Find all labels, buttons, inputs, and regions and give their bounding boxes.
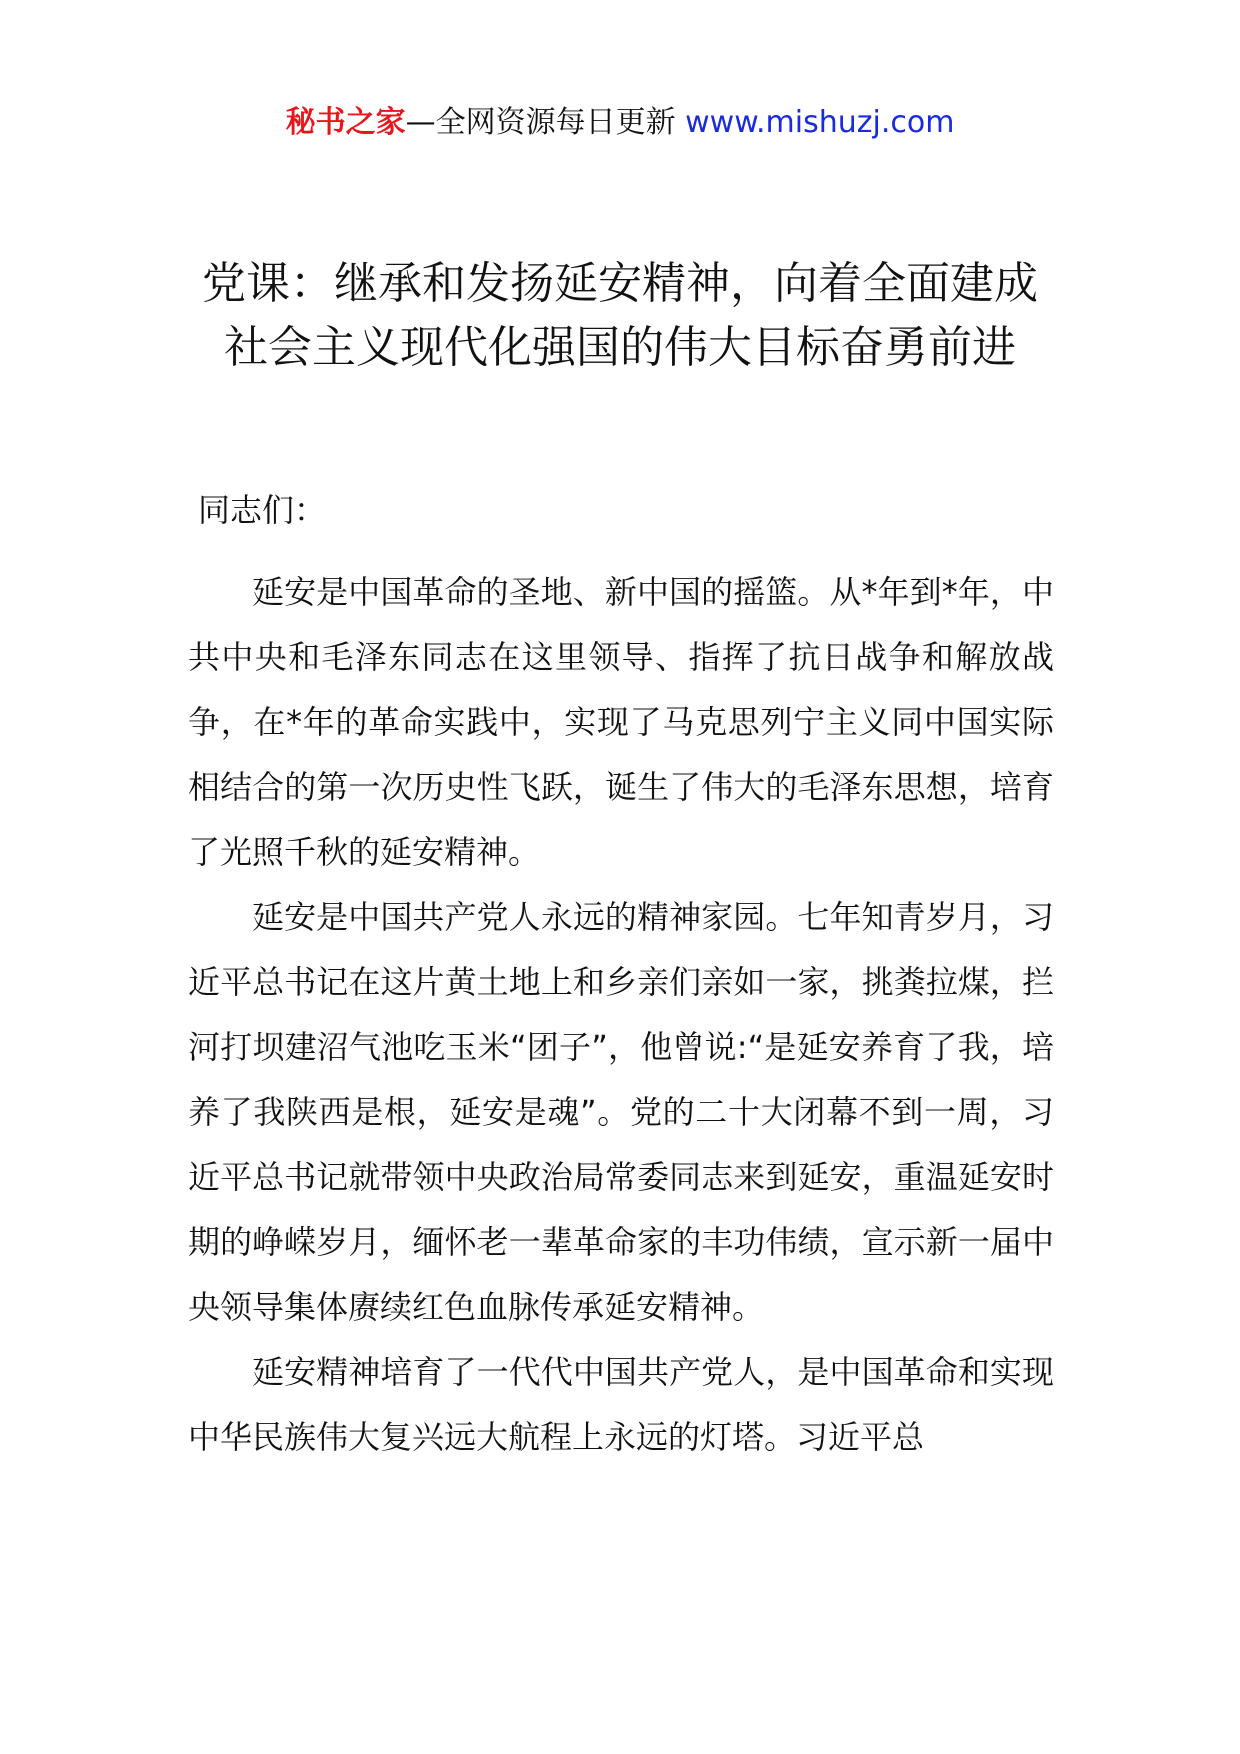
document-title: 党课：继承和发扬延安精神，向着全面建成社会主义现代化强国的伟大目标奋勇前进 (202, 258, 1038, 373)
document-body (188, 560, 1054, 1470)
salutation: 同志们： (198, 491, 327, 529)
brand-name: 秘书之家 (285, 105, 406, 140)
site-slogan: —全网资源每日更新 (405, 105, 676, 140)
site-url-link[interactable]: www.mishuzj.com (685, 105, 955, 140)
paragraph: 延安是中国革命的圣地、新中国的摇篮。从*年到*年，中共中央和毛泽东同志在这里领导、指挥了抗日战争和解放战争，在*年的革命实践中，实现了马克思列宁主义同中国实际相结合的第一次历史性飞跃，诞生了伟大的毛泽东思想，培育了光照千秋的延安精神。 (188, 573, 1054, 871)
paragraph: 延安精神培育了一代代中国共产党人，是中国革命和实现中华民族伟大复兴远大航程上永远的灯塔。习近平总 (188, 1353, 1054, 1456)
site-header (0, 100, 1240, 146)
paragraph: 延安是中国共产党人永远的精神家园。七年知青岁月，习近平总书记在这片黄土地上和乡亲们亲如一家，挑粪拉煤，拦河打坝建沼气池吃玉米“团子”，他曾说:“是延安养育了我，培养了我陕西是根，延安是魂”。党的二十大闭幕不到一周，习近平总书记就带领中央政治局常委同志来到延安，重温延安时期的峥嵘岁月，缅怀老一辈革命家的丰功伟绩，宣示新一届中央领导集体赓续红色血脉传承延安精神。 (188, 898, 1054, 1326)
